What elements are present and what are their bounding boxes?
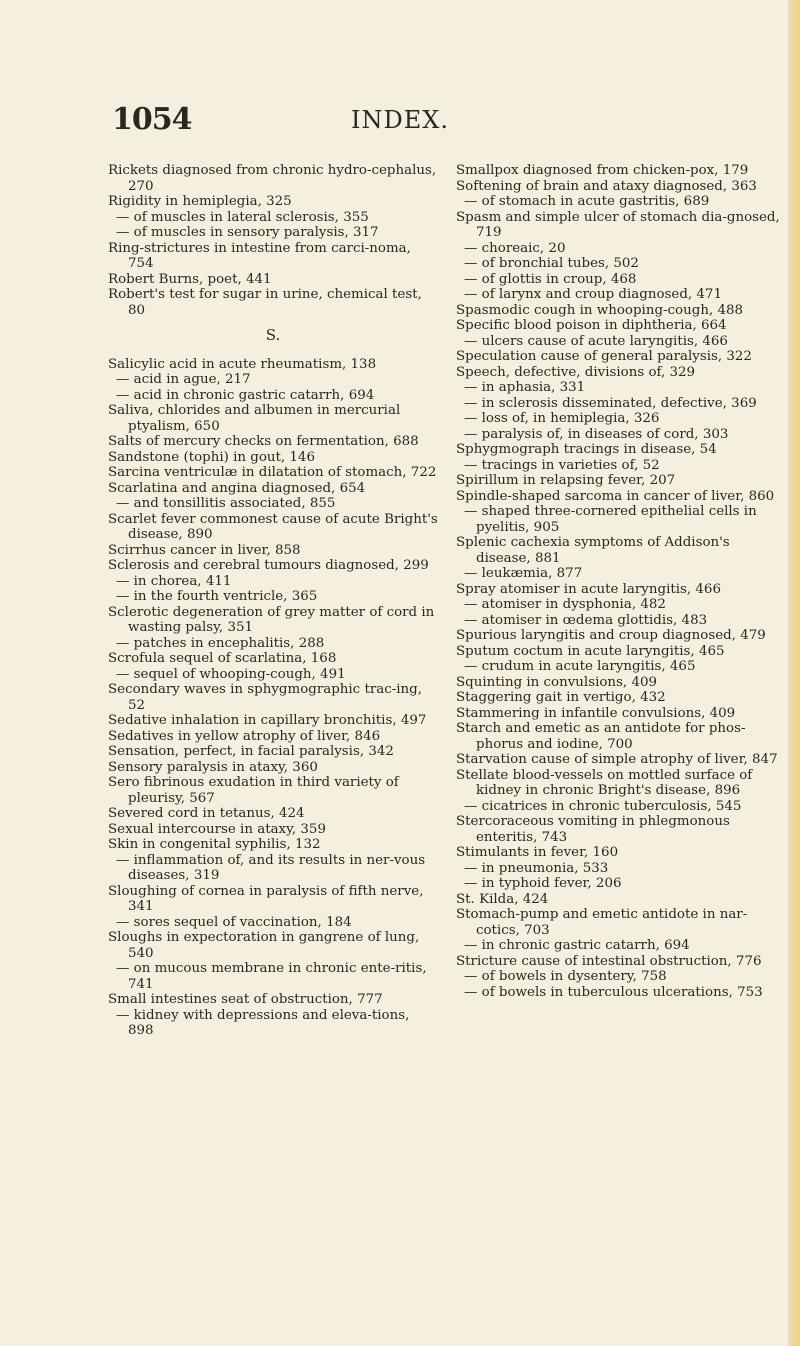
index-entry: Speech, defective, divisions of, 329: [456, 364, 696, 380]
index-subentry: — of bowels in tuberculous ulcerations, 753: [464, 984, 763, 1000]
index-subentry: — patches in encephalitis, 288: [116, 635, 325, 651]
index-entry: Salts of mercury checks on fermentation, 688: [108, 434, 419, 449]
index-entry: Stricture cause of intestinal obstruction, 776: [456, 953, 762, 969]
index-entry: Spasm and simple ulcer of stomach dia-gnosed, 719: [456, 209, 780, 240]
index-subentry: — in sclerosis disseminated, defective, 369: [464, 395, 757, 411]
index-subentry: — of bowels in dysentery, 758: [464, 969, 667, 984]
index-entry: Spray atomiser in acute laryngitis, 466: [456, 581, 721, 597]
index-entry: Saliva, chlorides and albumen in mercurial ptyalism, 650: [108, 403, 401, 434]
index-entry: Sandstone (tophi) in gout, 146: [108, 449, 315, 465]
index-subentry: — kidney with depressions and eleva-tions, 898: [116, 1007, 410, 1038]
index-entry: St. Kilda, 424: [456, 891, 549, 907]
index-subentry: — leukæmia, 877: [464, 566, 583, 581]
index-entry: Squinting in convulsions, 409: [456, 674, 657, 690]
index-entry: Starch and emetic as an antidote for phos-phorus and iodine, 700: [456, 721, 746, 752]
index-entry: Sclerosis and cerebral tumours diagnosed, 299: [108, 558, 429, 573]
index-subentry: — paralysis of, in diseases of cord, 303: [464, 426, 729, 442]
index-subentry: — in aphasia, 331: [464, 380, 586, 395]
index-entry: Sero fibrinous exudation in third variety of pleurisy, 567: [108, 775, 399, 806]
index-subentry: — inflammation of, and its results in ner-vous diseases, 319: [116, 852, 426, 883]
index-entry: Stomach-pump and emetic antidote in nar-cotics, 703: [456, 907, 748, 938]
index-subentry: — of larynx and croup diagnosed, 471: [464, 287, 722, 302]
index-entry: Skin in congenital syphilis, 132: [108, 837, 321, 852]
index-column-right: [456, 163, 786, 1000]
index-subentry: — ulcers cause of acute laryngitis, 466: [464, 333, 728, 349]
index-subentry: — acid in ague, 217: [116, 372, 251, 387]
index-entry: Spirillum in relapsing fever, 207: [456, 473, 676, 488]
page-header: [0, 100, 800, 140]
index-entry: Stammering in infantile convulsions, 409: [456, 705, 736, 721]
index-subentry: — of muscles in lateral sclerosis, 355: [116, 209, 369, 225]
index-subentry: — in typhoid fever, 206: [464, 876, 622, 891]
index-entry: Speculation cause of general paralysis, 322: [456, 349, 752, 364]
index-subentry: — in the fourth ventricle, 365: [116, 589, 318, 604]
index-entry: Stercoraceous vomiting in phlegmonous enteritis, 743: [456, 814, 730, 845]
index-entry: Ring-strictures in intestine from carci-noma, 754: [108, 240, 411, 271]
index-entry: Salicylic acid in acute rheumatism, 138: [108, 356, 377, 372]
index-entry: Sedatives in yellow atrophy of liver, 846: [108, 728, 381, 744]
index-entry: Robert Burns, poet, 441: [108, 271, 272, 287]
index-entry: Sensory paralysis in ataxy, 360: [108, 759, 318, 775]
index-entry: Small intestines seat of obstruction, 777: [108, 992, 383, 1007]
index-entry: Specific blood poison in diphtheria, 664: [456, 318, 727, 333]
index-entry: Sloughing of cornea in paralysis of fifth nerve, 341: [108, 883, 424, 914]
index-subentry: — choreaic, 20: [464, 240, 566, 256]
index-subentry: — of muscles in sensory paralysis, 317: [116, 225, 379, 240]
index-entry: Staggering gait in vertigo, 432: [456, 690, 666, 705]
index-subentry: — shaped three-cornered epithelial cells in pyelitis, 905: [464, 504, 757, 535]
page-edge: [788, 0, 800, 1346]
index-entry: Sensation, perfect, in facial paralysis, 342: [108, 744, 394, 759]
index-subentry: — on mucous membrane in chronic ente-ritis, 741: [116, 961, 427, 992]
index-subentry: — cicatrices in chronic tuberculosis, 545: [464, 798, 742, 814]
index-entry: Rickets diagnosed from chronic hydro-cephalus, 270: [108, 163, 437, 194]
index-entry: Sclerotic degeneration of grey matter of cord in wasting palsy, 351: [108, 604, 435, 635]
index-subentry: — sores sequel of vaccination, 184: [116, 914, 352, 930]
index-entry: Sedative inhalation in capillary bronchitis, 497: [108, 713, 427, 728]
index-entry: Stimulants in fever, 160: [456, 845, 619, 860]
index-entry: Spindle-shaped sarcoma in cancer of liver, 860: [456, 488, 775, 504]
index-entry: Secondary waves in sphygmographic trac-ing, 52: [108, 682, 422, 713]
index-entry: Scarlet fever commonest cause of acute Bright's disease, 890: [108, 511, 438, 542]
index-subentry: — in chorea, 411: [116, 573, 232, 589]
index-entry: Sarcina ventriculæ in dilatation of stomach, 722: [108, 465, 437, 480]
index-entry: Severed cord in tetanus, 424: [108, 806, 305, 821]
index-subentry: — in pneumonia, 533: [464, 860, 609, 876]
index-entry: Spurious laryngitis and croup diagnosed, 479: [456, 628, 766, 643]
index-entry: Softening of brain and ataxy diagnosed, 363: [456, 178, 757, 194]
index-subentry: — and tonsillitis associated, 855: [116, 496, 336, 511]
running-head: INDEX.: [351, 106, 449, 134]
index-entry: Sphygmograph tracings in disease, 54: [456, 442, 717, 457]
index-column-left: [108, 163, 438, 1039]
index-subentry: — crudum in acute laryngitis, 465: [464, 659, 696, 674]
index-subentry: — atomiser in œdema glottidis, 483: [464, 612, 708, 628]
index-entry: Robert's test for sugar in urine, chemical test, 80: [108, 287, 422, 318]
index-entry: Scarlatina and angina diagnosed, 654: [108, 480, 366, 496]
index-entry: Sputum coctum in acute laryngitis, 465: [456, 643, 725, 659]
page-number: 1054: [112, 102, 192, 137]
index-entry: Sloughs in expectoration in gangrene of lung, 540: [108, 930, 420, 961]
index-entry: Stellate blood-vessels on mottled surface of kidney in chronic Bright's disease, 896: [456, 767, 753, 798]
index-subentry: — loss of, in hemiplegia, 326: [464, 411, 660, 426]
index-entry: Starvation cause of simple atrophy of liver, 847: [456, 752, 778, 767]
index-subentry: — in chronic gastric catarrh, 694: [464, 938, 690, 953]
index-entry: Splenic cachexia symptoms of Addison's disease, 881: [456, 535, 730, 566]
index-entry: Sexual intercourse in ataxy, 359: [108, 821, 326, 837]
index-entry: Spasmodic cough in whooping-cough, 488: [456, 302, 744, 318]
index-entry: Scirrhus cancer in liver, 858: [108, 542, 301, 558]
index-subentry: — tracings in varieties of, 52: [464, 457, 660, 473]
index-subentry: — of stomach in acute gastritis, 689: [464, 194, 710, 209]
index-subentry: — sequel of whooping-cough, 491: [116, 666, 346, 682]
index-subentry: — acid in chronic gastric catarrh, 694: [116, 387, 375, 403]
index-entry: Rigidity in hemiplegia, 325: [108, 194, 292, 209]
section-letter: S.: [265, 326, 281, 344]
index-entry: Smallpox diagnosed from chicken-pox, 179: [456, 163, 749, 178]
index-entry: Scrofula sequel of scarlatina, 168: [108, 651, 337, 666]
index-subentry: — atomiser in dysphonia, 482: [464, 597, 666, 612]
index-subentry: — of bronchial tubes, 502: [464, 256, 639, 271]
index-subentry: — of glottis in croup, 468: [464, 271, 637, 287]
